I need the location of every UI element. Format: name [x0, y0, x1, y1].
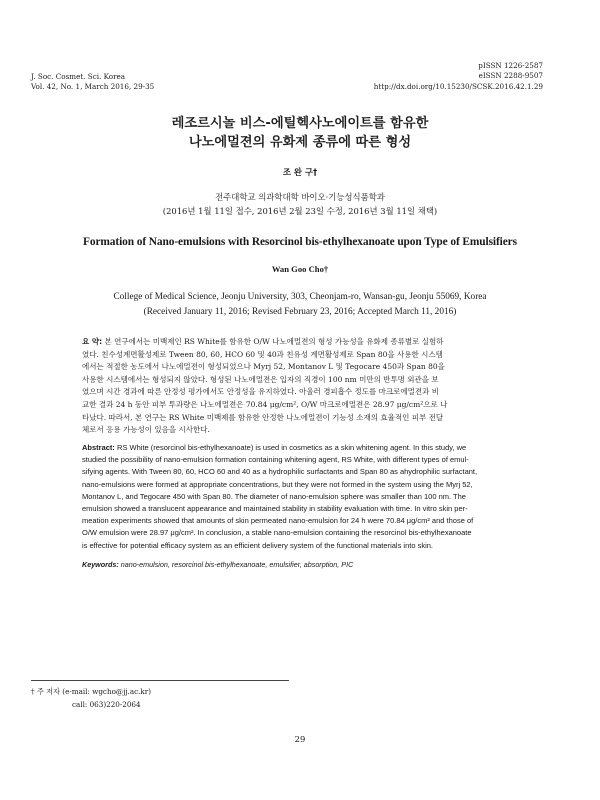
korean-affiliation: 전주대학교 의과학대학 바이오·기능성식품학과: [215, 192, 385, 202]
english-affiliation-block: [0, 290, 600, 320]
korean-abstract-line: 에서는 적절한 농도에서 나노에멀젼이 형성되었으나 Myrj 52, Montanov L 및 Tegocare 450과 Span 80을: [82, 362, 445, 372]
english-abstract-line: studied the possibility of nano-emulsion formation containing whitening agent, RS White, with different types of emul-: [82, 455, 469, 465]
korean-title-line2: 나노에멀젼의 유화제 종류에 따른 형성: [188, 135, 412, 150]
pissn: pISSN 1226-2587: [478, 61, 543, 70]
korean-abstract: [82, 336, 520, 437]
korean-abstract-label: 요 약:: [82, 337, 103, 346]
journal-volume: Vol. 42, No. 1, March 2016, 29-35: [31, 82, 155, 91]
korean-abstract-line: 였다. 친수성계면활성제로 Tween 80, 60, HCO 60 및 40과 친유성 계면활성제로 Span 80을 사용한 시스템: [82, 349, 443, 359]
footnote-phone: call: 063)220-2064: [72, 700, 141, 709]
english-author: Wan Goo Cho†: [271, 264, 329, 274]
korean-abstract-line: 체로서 응용 가능성이 있음을 시사한다.: [82, 425, 210, 435]
english-title: Formation of Nano-emulsions with Resorcinol bis-ethylhexanoate upon Type of Emulsifiers: [83, 236, 517, 248]
footnote-divider: [31, 680, 289, 681]
english-abstract-line: RS White (resorcinol bis-ethylhexanoate) is used in cosmetics as a skin whitening agent. In this study, we: [117, 443, 467, 452]
korean-author: 조 완 구†: [282, 167, 318, 177]
korean-title-line1: 레조르시놀 비스-에틸헥사노에이트를 함유한: [171, 116, 429, 131]
korean-abstract-line: 본 연구에서는 미백제인 RS White를 함유한 O/W 나노에멀젼의 형성 가능성을 유화제 종류별로 실험하: [104, 337, 444, 346]
journal-header-left: [31, 72, 154, 92]
english-abstract-line: meation experiments showed that amounts of skin permeated nano-emulsion for 24 h were 70.84 μg/cm² and those of: [82, 516, 474, 526]
footnote: [31, 685, 151, 711]
korean-abstract-line: 였으며 시간 경과에 따른 안정성 평가에서도 안정성을 유지하였다. 아울러 경피흡수 정도를 마크로에멀젼과 비: [82, 387, 440, 397]
journal-header-right: [374, 61, 543, 92]
korean-abstract-line: 사용한 시스템에서는 형성되지 않았다. 형성된 나노에멀젼은 입자의 직경이 100 nm 미만의 반투명 외관을 보: [82, 374, 439, 384]
english-abstract: [82, 442, 520, 552]
korean-abstract-line: 교한 결과 24 h 동안 피부 투과량은 나노에멀젼은 70.84 μg/cm², O/W 마크로에멀젼은 28.97 μg/cm²으로 나: [82, 399, 448, 409]
english-abstract-line: emulsion showed a translucent appearance and maintained stability in stability evaluation with time. In vitro skin per-: [82, 504, 468, 514]
eissn: eISSN 2288-9507: [478, 71, 543, 81]
english-abstract-line: sifying agents. With Tween 80, 60, HCO 60 and 40 as a hydrophilic surfactants and Span 80 as ahydrophilic surfactant,: [82, 467, 478, 477]
korean-dates: (2016년 1월 11일 접수, 2016년 2월 23일 수정, 2016년 3월 11일 채택): [162, 206, 438, 216]
english-abstract-line: nano-emulsions were formed at appropriate concentrations, but they were not formed in the system using the Myrj 52,: [82, 479, 473, 489]
english-abstract-line: is effective for potential efficacy system as an efficient delivery system of the functional materials into skin.: [82, 540, 433, 550]
english-abstract-line: Montanov L, and Tegocare 450 with Span 80. The diameter of nano-emulsion sphere was smaller than 100 nm. The: [82, 491, 466, 501]
journal-name: J. Soc. Cosmet. Sci. Korea: [31, 72, 126, 81]
korean-affiliation-block: [0, 190, 600, 218]
page-number: 29: [294, 734, 306, 744]
english-abstract-line: O/W emulsion were 28.97 μg/cm². In conclusion, a stable nano-emulsion containing the resorcinol bis-ethylhexanoate: [82, 528, 472, 538]
english-abstract-label: Abstract:: [82, 443, 115, 452]
keywords-label: Keywords:: [82, 560, 119, 569]
korean-abstract-line: 타났다. 따라서, 본 연구는 RS White 미백제를 함유한 안정한 나노에멀젼이 기능성 소재의 효율적인 피부 전달: [82, 412, 444, 422]
korean-title: [0, 114, 600, 152]
keywords: [82, 560, 520, 569]
doi-link[interactable]: http://dx.doi.org/10.15230/SCSK.2016.42.1.29: [373, 81, 543, 91]
keywords-value: nano-emulsion, resorcinol bis-ethylhexanoate, emulsifier, absorption, PIC: [120, 560, 354, 569]
english-dates: (Received January 11, 2016; Revised February 23, 2016; Accepted March 11, 2016): [143, 307, 457, 317]
footnote-email: † 주 저자 (e-mail: wgcho@jj.ac.kr): [31, 687, 152, 696]
english-affiliation: College of Medical Science, Jeonju University, 303, Cheonjam-ro, Wansan-gu, Jeonju 55069, Korea: [113, 292, 487, 302]
